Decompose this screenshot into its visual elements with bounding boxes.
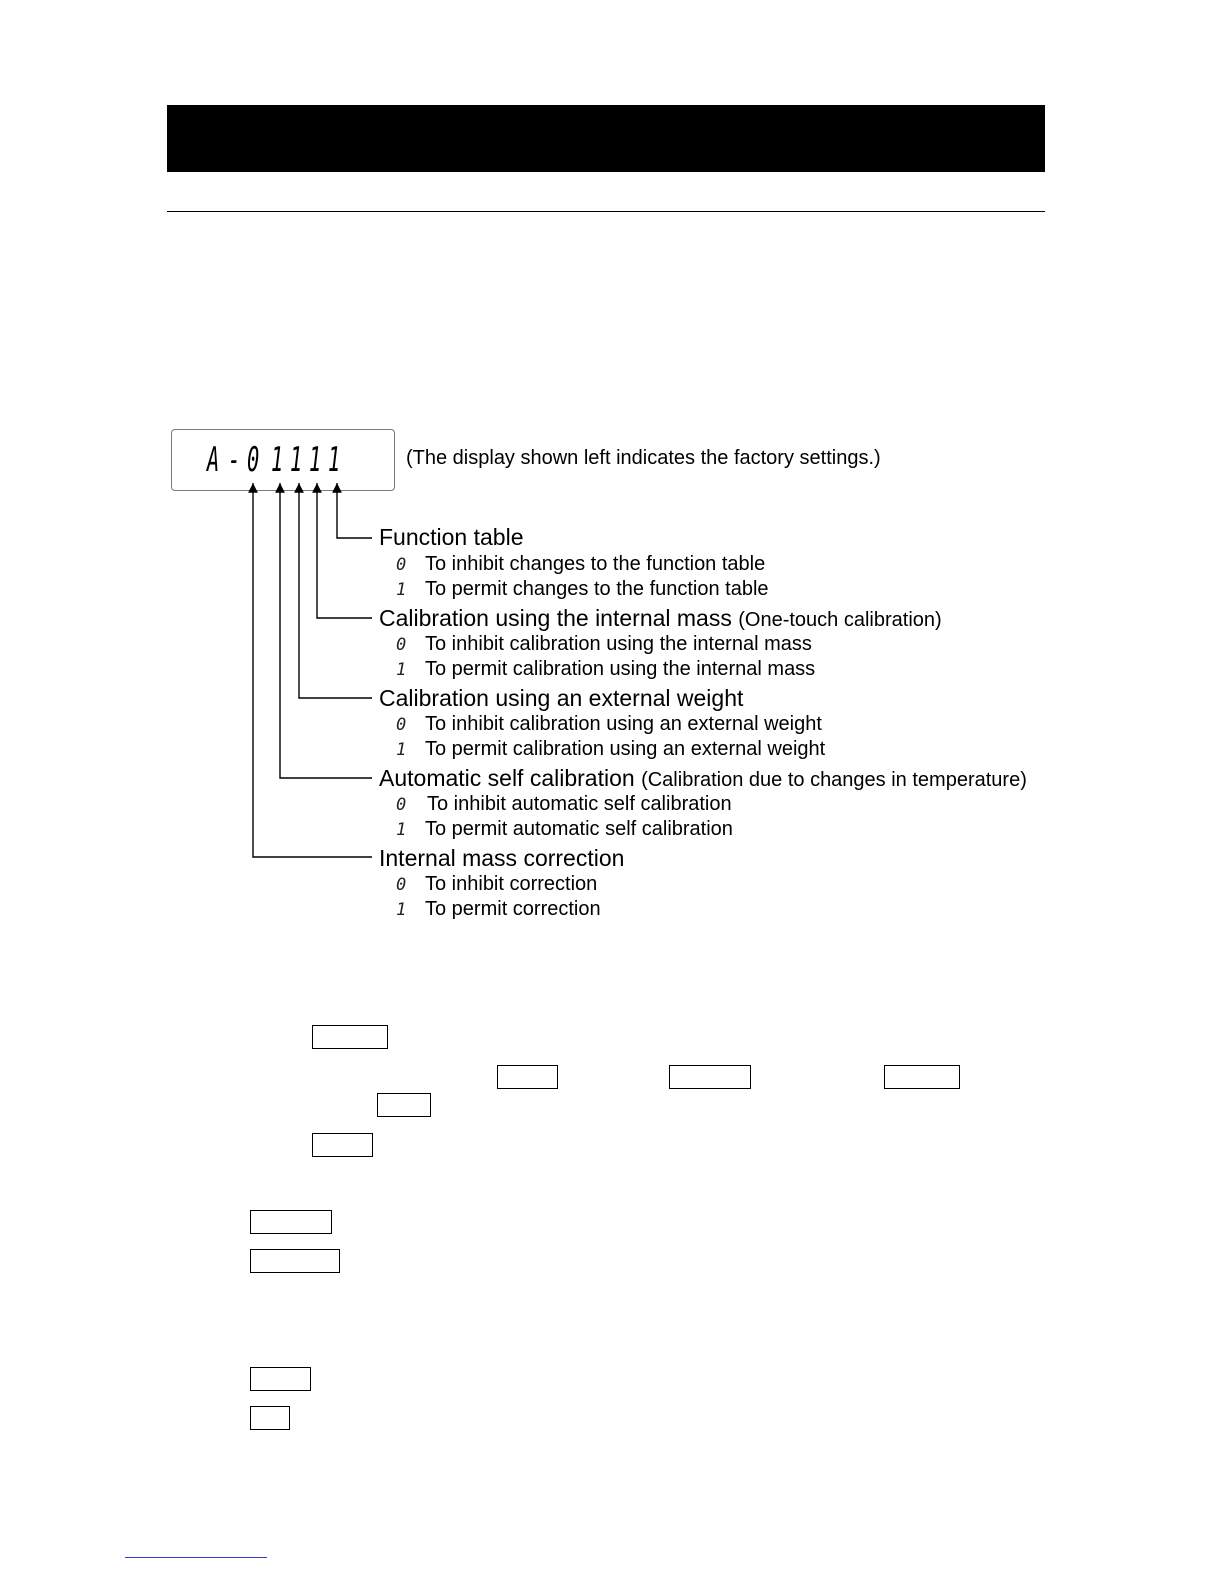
option-text: To inhibit automatic self calibration — [427, 793, 732, 815]
display-char-dash: - — [228, 440, 241, 480]
option-text: To inhibit changes to the function table — [425, 553, 766, 575]
key-box[interactable] — [669, 1065, 751, 1089]
option-text: To inhibit calibration using an external weight — [425, 713, 822, 735]
option-text: To inhibit calibration using the internal mass — [425, 633, 812, 655]
setting-heading-auto-self-cal: Automatic self calibration (Calibration due to changes in temperature) — [379, 765, 1027, 791]
option-text: To permit changes to the function table — [425, 578, 769, 600]
setting-heading-internal-mass: Calibration using the internal mass (One-touch calibration) — [379, 605, 942, 631]
option-text: To inhibit correction — [425, 873, 598, 895]
setting-heading-external-weight: Calibration using an external weight — [379, 685, 744, 711]
key-box[interactable] — [250, 1367, 311, 1391]
leader-mass-correction — [253, 483, 372, 857]
leader-external-weight — [299, 483, 372, 698]
option-text: To permit automatic self calibration — [425, 818, 733, 840]
setting-heading-function-table: Function table — [379, 524, 524, 550]
key-box[interactable] — [312, 1133, 373, 1157]
option-digit: 0 — [396, 635, 407, 655]
display-char-a: A — [207, 440, 220, 480]
key-box[interactable] — [312, 1025, 388, 1049]
leader-internal-mass — [317, 483, 372, 618]
display-digit-5: 1 — [328, 440, 341, 480]
key-box[interactable] — [377, 1093, 431, 1117]
key-box[interactable] — [250, 1406, 290, 1430]
footer-link-underline[interactable] — [125, 1557, 267, 1558]
setting-heading-mass-correction: Internal mass correction — [379, 845, 625, 871]
display-digit-4: 1 — [309, 440, 322, 480]
option-digit: 0 — [396, 875, 407, 895]
option-digit: 0 — [396, 795, 407, 815]
option-digit: 1 — [396, 900, 407, 920]
option-text: To permit calibration using the internal mass — [425, 658, 816, 680]
option-digit: 1 — [396, 740, 407, 760]
display-digit-1: 0 — [247, 440, 260, 480]
option-text: To permit calibration using an external weight — [425, 738, 826, 760]
display-digit-3: 1 — [290, 440, 303, 480]
option-digit: 1 — [396, 580, 407, 600]
option-digit: 1 — [396, 820, 407, 840]
factory-settings-note: (The display shown left indicates the factory settings.) — [406, 447, 881, 469]
key-box[interactable] — [250, 1249, 340, 1273]
option-digit: 1 — [396, 660, 407, 680]
option-digit: 0 — [396, 715, 407, 735]
key-box[interactable] — [884, 1065, 960, 1089]
leader-auto-self-cal — [280, 483, 372, 778]
option-text: To permit correction — [425, 898, 601, 920]
key-box[interactable] — [250, 1210, 332, 1234]
leader-function-table — [337, 483, 372, 538]
key-box[interactable] — [497, 1065, 558, 1089]
option-digit: 0 — [396, 555, 407, 575]
display-digit-2: 1 — [271, 440, 284, 480]
